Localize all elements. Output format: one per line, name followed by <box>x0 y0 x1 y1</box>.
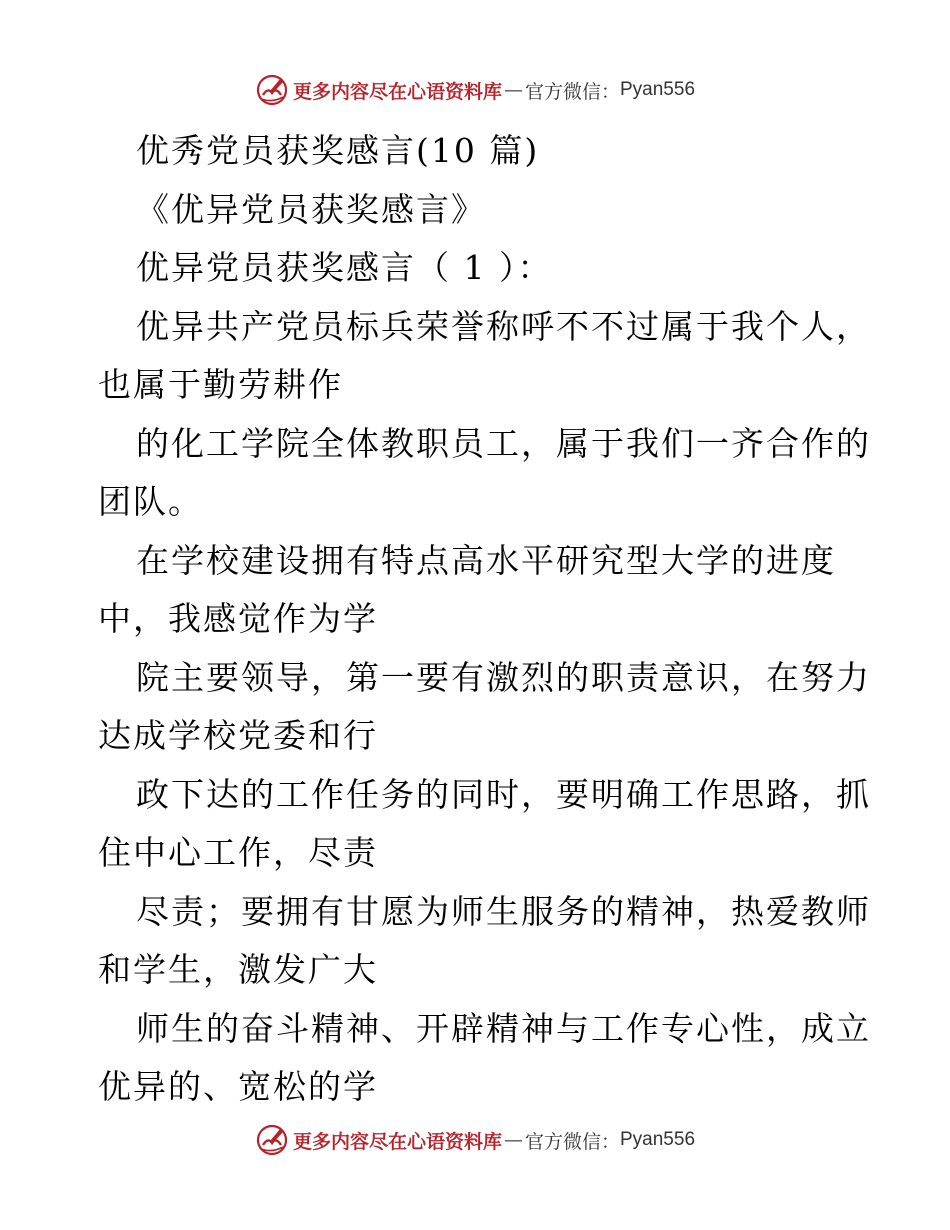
footer-watermark <box>0 1120 950 1160</box>
paragraph-line: 也属于勤劳耕作 <box>98 365 343 404</box>
paragraph-line: 达成学校党委和行 <box>98 716 378 755</box>
watermark-brand-text: 更多内容尽在心语资料库 <box>292 1130 502 1153</box>
watermark-account: Pyan556 <box>620 79 696 100</box>
book-pen-logo-icon <box>255 1123 289 1157</box>
watermark-account: Pyan556 <box>620 1129 696 1150</box>
watermark-official-label: 官方微信： <box>524 80 620 103</box>
document-subtitle: 《优异党员获奖感言》 <box>136 189 486 229</box>
paragraph-line: 师生的奋斗精神、开辟精神与工作专心性，成立 <box>136 1008 871 1048</box>
watermark-official-label: 官方微信： <box>524 1130 620 1153</box>
watermark-brand-text: 更多内容尽在心语资料库 <box>292 80 502 103</box>
paragraph-line: 和学生，激发广大 <box>98 950 378 989</box>
paragraph-line: 团队。 <box>98 482 203 521</box>
paragraph-line: 的化工学院全体教职员工，属于我们一齐合作的 <box>136 423 871 463</box>
watermark-separator: — <box>503 79 523 101</box>
header-watermark <box>0 70 950 110</box>
book-pen-logo-icon <box>255 73 289 107</box>
paragraph-line: 尽责；要拥有甘愿为师生服务的精神，热爱教师 <box>136 891 871 931</box>
document-body <box>98 122 871 1117</box>
watermark-separator: — <box>503 1129 523 1151</box>
paragraph-line: 在学校建设拥有特点高水平研究型大学的进度 <box>136 540 836 580</box>
paragraph-line: 优异共产党员标兵荣誉称呼不不过属于我个人， <box>136 306 871 346</box>
paragraph-line: 住中心工作，尽责 <box>98 833 378 872</box>
paragraph-line: 优异的、宽松的学 <box>98 1067 378 1106</box>
paragraph-line: 中，我感觉作为学 <box>98 599 378 638</box>
section-heading: 优异党员获奖感言（ 1 ）： <box>136 248 553 287</box>
paragraph-line: 政下达的工作任务的同时，要明确工作思路，抓 <box>136 774 871 814</box>
document-title: 优秀党员获奖感言(10 篇) <box>136 131 540 170</box>
paragraph-line: 院主要领导，第一要有激烈的职责意识，在努力 <box>136 657 871 697</box>
